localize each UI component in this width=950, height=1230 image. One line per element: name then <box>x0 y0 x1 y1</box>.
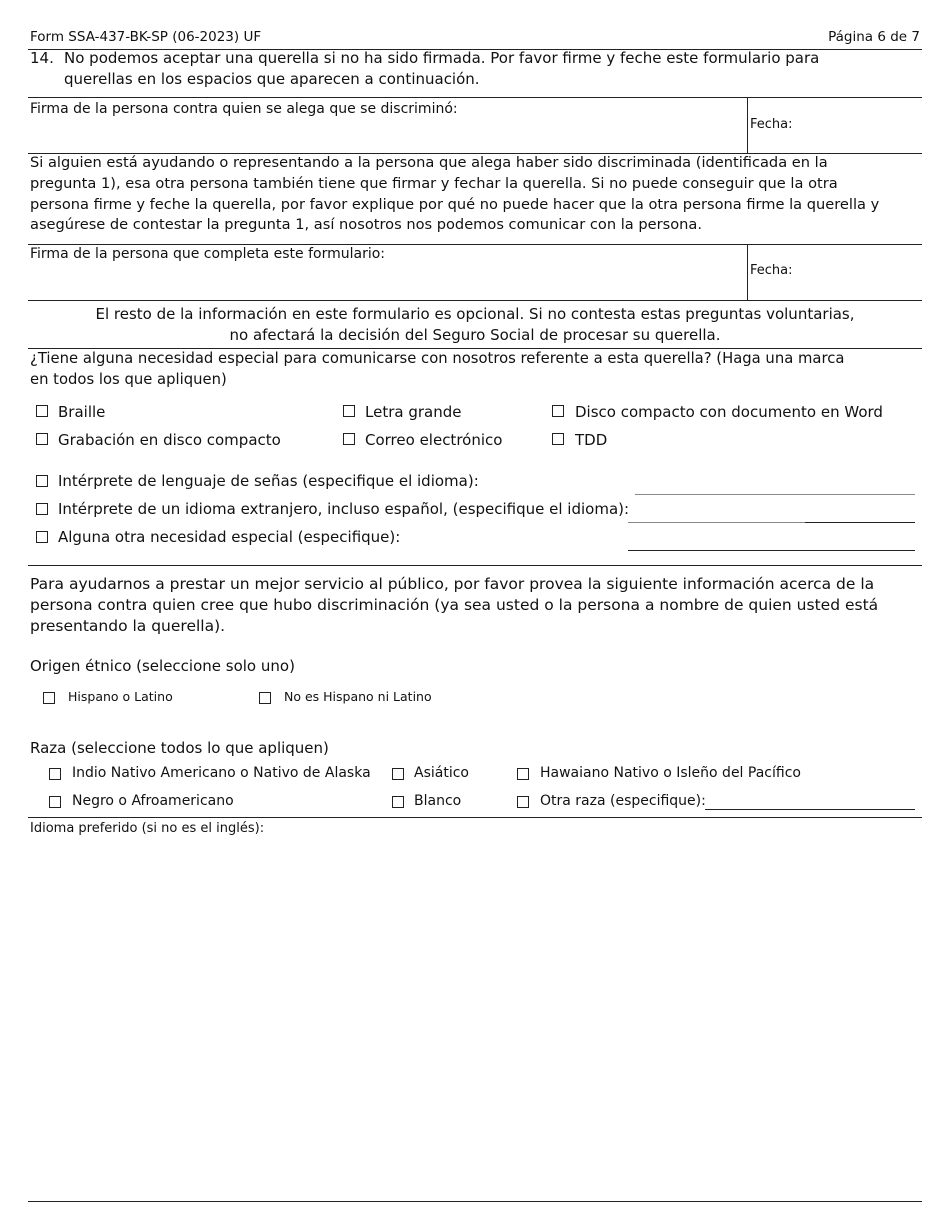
optional-notice-line1: El resto de la información en este formulario es opcional. Si no contesta estas preguntas voluntarias, <box>95 305 855 323</box>
sig1-date-label: Fecha: <box>750 117 793 132</box>
sign-language-checkbox[interactable] <box>36 475 48 487</box>
race-bottom-rule <box>28 817 922 818</box>
sig1-signature-area[interactable] <box>30 120 745 152</box>
native-american-label: Indio Nativo Americano o Nativo de Alaska <box>72 765 371 781</box>
sig1-date-field[interactable] <box>800 100 920 150</box>
not-hispanic-label: No es Hispano ni Latino <box>284 689 432 704</box>
hispanic-label: Hispano o Latino <box>68 689 173 704</box>
ethnicity-label: Origen étnico (seleccione solo uno) <box>30 657 295 675</box>
hawaiian-checkbox[interactable] <box>517 768 529 780</box>
other-race-line[interactable] <box>705 809 915 810</box>
footer-rule <box>28 1201 922 1202</box>
sign-language-line[interactable] <box>635 494 915 495</box>
tdd-checkbox[interactable] <box>552 433 564 445</box>
demographics-intro-line1: Para ayudarnos a prestar un mejor servicio al público, por favor provea la siguiente información acerca de la <box>30 575 875 593</box>
cd-recording-checkbox[interactable] <box>36 433 48 445</box>
asian-label: Asiático <box>414 765 469 781</box>
hawaiian-label: Hawaiano Nativo o Isleño del Pacífico <box>540 765 801 781</box>
sig2-divider <box>747 244 748 300</box>
sig2-date-label: Fecha: <box>750 263 793 278</box>
sig1-label: Firma de la persona contra quien se alega que se discriminó: <box>30 101 458 117</box>
email-label: Correo electrónico <box>365 431 503 449</box>
sig2-label: Firma de la persona que completa este formulario: <box>30 246 385 262</box>
helper-line4: asegúrese de contestar la pregunta 1, así nosotros nos podemos comunicar con la persona. <box>30 216 702 233</box>
q14-line1: No podemos aceptar una querella si no ha sido firmada. Por favor firme y feche este formulario para <box>64 49 820 67</box>
braille-checkbox[interactable] <box>36 405 48 417</box>
page-number: Página 6 de 7 <box>828 29 920 45</box>
cd-word-label: Disco compacto con documento en Word <box>575 403 883 421</box>
other-race-checkbox[interactable] <box>517 796 529 808</box>
demographics-intro-line2: persona contra quien cree que hubo discriminación (ya sea usted o la persona a nombre de quien usted está <box>30 596 879 614</box>
white-label: Blanco <box>414 793 462 809</box>
sig2-top-rule <box>28 244 922 245</box>
black-checkbox[interactable] <box>49 796 61 808</box>
helper-line1: Si alguien está ayudando o representando a la persona que alega haber sido discriminada (identificada en la <box>30 154 828 171</box>
helper-line3: persona firme y feche la querella, por favor explique por qué no puede hacer que la otra persona firme la querella y <box>30 196 880 213</box>
hispanic-checkbox[interactable] <box>43 692 55 704</box>
preferred-language-field[interactable] <box>30 842 920 1192</box>
braille-label: Braille <box>58 403 106 421</box>
white-checkbox[interactable] <box>392 796 404 808</box>
optional-notice-line2: no afectará la decisión del Seguro Social de procesar su querella. <box>229 326 721 344</box>
helper-line2: pregunta 1), esa otra persona también tiene que firmar y fechar la querella. Si no puede conseguir que la otra <box>30 175 838 192</box>
native-american-checkbox[interactable] <box>49 768 61 780</box>
email-checkbox[interactable] <box>343 433 355 445</box>
q14-line2: querellas en los espacios que aparecen a continuación. <box>64 70 480 88</box>
special-needs-bottom-rule <box>28 565 922 566</box>
other-race-label: Otra raza (especifique): <box>540 793 706 809</box>
tdd-label: TDD <box>575 431 608 449</box>
form-id: Form SSA-437-BK-SP (06-2023) UF <box>30 29 262 45</box>
large-print-label: Letra grande <box>365 403 462 421</box>
large-print-checkbox[interactable] <box>343 405 355 417</box>
demographics-intro-line3: presentando la querella). <box>30 617 226 635</box>
other-need-line[interactable] <box>628 550 915 551</box>
sig2-bottom-rule <box>28 300 922 301</box>
sig1-divider <box>747 97 748 153</box>
sig2-date-field[interactable] <box>800 247 920 297</box>
sig1-top-rule <box>28 97 922 98</box>
not-hispanic-checkbox[interactable] <box>259 692 271 704</box>
other-need-label: Alguna otra necesidad especial (especifique): <box>58 528 401 546</box>
special-needs-question-line2: en todos los que apliquen) <box>30 371 227 388</box>
sign-language-label: Intérprete de lenguaje de señas (especifique el idioma): <box>58 472 479 490</box>
foreign-language-label: Intérprete de un idioma extranjero, incluso español, (especifique el idioma): <box>58 500 630 518</box>
other-need-checkbox[interactable] <box>36 531 48 543</box>
cd-word-checkbox[interactable] <box>552 405 564 417</box>
sig2-signature-area[interactable] <box>30 265 745 298</box>
foreign-language-checkbox[interactable] <box>36 503 48 515</box>
preferred-language-label: Idioma preferido (si no es el inglés): <box>30 821 265 836</box>
special-needs-question-line1: ¿Tiene alguna necesidad especial para comunicarse con nosotros referente a esta querella? (Haga una marca <box>30 350 845 367</box>
race-label: Raza (seleccione todos lo que apliquen) <box>30 739 329 757</box>
cd-recording-label: Grabación en disco compacto <box>58 431 281 449</box>
asian-checkbox[interactable] <box>392 768 404 780</box>
foreign-language-line-end <box>805 522 915 523</box>
black-label: Negro o Afroamericano <box>72 793 234 809</box>
q14-number: 14. <box>30 49 54 67</box>
